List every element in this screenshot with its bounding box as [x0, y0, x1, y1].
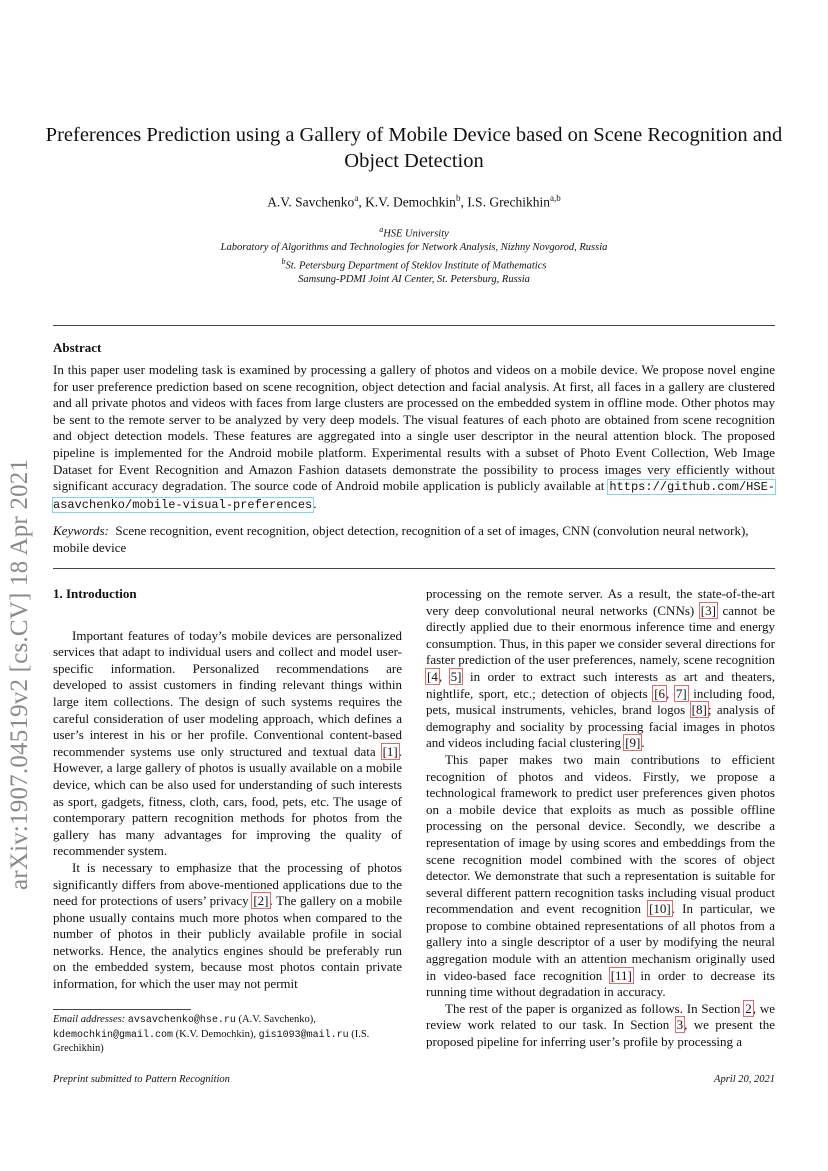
paragraph — [426, 586, 775, 752]
left-column — [53, 586, 402, 993]
footnote-label: Email addresses: — [53, 1014, 126, 1025]
affiliation-line: Laboratory of Algorithms and Technologies for Network Analysis, Nizhny Novgorod, Russia — [220, 242, 608, 253]
citation-link[interactable]: [2] — [253, 893, 269, 909]
abstract-text: In this paper user modeling task is examined by processing a gallery of photos and videos on a mobile device. We propose novel engine for user preference prediction based on scene recognition, object detection and facial analysis. At first, all faces in a gallery are clustered and all private photos and videos with faces from large clusters are processed on the embedded system in offline mode. Other photos may be sent to the remote server to be analyzed by very deep models. The visual features of each photo are obtained from scene recognition and object detection models. These features are aggregated into a single user descriptor in the neural attention block. The proposed pipeline is implemented for the Android mobile platform. Experimental results with a subset of Photo Event Collection, Web Image Dataset for Event Recognition and Amazon Fashion datasets demonstrate the possibility to process images very efficiently without significant accuracy degradation. The source code of Android mobile application is publicly available at — [53, 362, 775, 494]
arxiv-sidebar-stamp: arXiv:1907.04519v2 [cs.CV] 18 Apr 2021 — [6, 458, 33, 890]
paper-title: Preferences Prediction using a Gallery of Mobile Device based on Scene Recognition and Object Detection — [45, 124, 783, 172]
text: , we review work related to our task. In Section — [426, 1000, 775, 1033]
author-name: A.V. Savchenko — [267, 194, 355, 210]
email-link[interactable]: gis1093@mail.ru — [258, 1029, 349, 1041]
text: including food, pets, musical instruments, vehicles, brand logos — [426, 685, 776, 718]
text: . In particular, we propose to combine obtained representations of all photos from a gallery into a single descriptor of a user by modifying the neural aggregation module with an attention mechanism originally used in video-based face recognition — [426, 901, 775, 983]
paragraph — [426, 752, 775, 1001]
affiliation-name: St. Petersburg Department of Steklov Institute of Mathematics — [285, 260, 547, 271]
citation-link[interactable]: [9] — [625, 735, 641, 751]
text: in order to extract such interests as art and theaters, nightlife, sport, etc.; detection of objects — [426, 668, 776, 701]
author-name: K.V. Demochkin — [365, 194, 456, 210]
citation-link[interactable]: [1] — [382, 743, 398, 759]
text: , — [666, 685, 675, 701]
text: Important features of today’s mobile devices are personalized services that adapt to individual users and collect and model user-specific information. Personalized recommendations are developed to assist customers in finding relevant things within large item collections. The design of such systems requires the careful consideration of user modeling approach, which defines a user’s interest in his or her profile. Conventional content-based recommender systems use only structured and textual data — [53, 627, 402, 759]
section-link[interactable]: 2 — [745, 1000, 752, 1016]
section-heading: 1. Introduction — [53, 586, 137, 601]
citation-link[interactable]: [6 — [654, 685, 666, 701]
affil-marker: b — [281, 256, 286, 266]
affiliation-name: HSE University — [383, 228, 449, 240]
affil-marker: b — [455, 193, 461, 203]
paragraph — [53, 628, 402, 860]
abstract-body — [53, 362, 775, 513]
text: (K.V. Demochkin), — [173, 1028, 259, 1040]
keywords-label: Keywords: — [53, 523, 109, 538]
citation-link[interactable]: 7] — [675, 685, 687, 701]
abstract-heading: Abstract — [53, 340, 102, 355]
affil-marker: a — [379, 225, 384, 234]
text: . — [641, 735, 645, 751]
affiliations — [40, 223, 788, 286]
paragraph — [53, 860, 402, 993]
paragraph — [426, 1001, 775, 1051]
text: (A.V. Savchenko), — [235, 1014, 316, 1025]
text: processing on the remote server. As a result, the state-of-the-art very deep convolutional neural networks (CNNs) — [426, 586, 775, 618]
email-link[interactable]: avsavchenko@hse.ru — [127, 1015, 236, 1026]
citation-link[interactable]: [4 — [427, 668, 438, 684]
text: The rest of the paper is organized as follows. In Section — [445, 1000, 745, 1016]
text: . However, a large gallery of photos is usually available on a mobile device, which can be also used for understanding of such interests as sport, gadgets, fitness, cloth, cars, food, pets, etc. The usage of contemporary pattern recognition methods for photos from the gallery has many advantages for improving the quality of recommender system. — [53, 743, 402, 859]
text: . The gallery on a mobile phone usually contains much more photos when compared to the number of photos in their publicly available profile in social networks. Hence, the analytics engines should be preferably run on the embedded system, because most photos contain private information, for which the user may not permit — [53, 893, 402, 992]
email-link[interactable]: kdemochkin@gmail.com — [53, 1029, 174, 1041]
footer-date: April 20, 2021 — [714, 1074, 775, 1085]
text: ; analysis of demography and sociality by processing facial images in photos and videos including facial clustering — [426, 702, 776, 751]
text: It is necessary to emphasize that the processing of photos significantly differs from above-mentioned applications due to the need for protections of users’ privacy — [53, 859, 402, 909]
citation-link[interactable]: [8] — [691, 702, 707, 718]
affil-marker: a — [354, 193, 359, 203]
citation-link[interactable]: [10] — [649, 901, 671, 917]
section-link[interactable]: 3 — [676, 1017, 684, 1033]
abstract-bottom-rule — [53, 568, 775, 569]
text: , we present the proposed pipeline for inferring user’s profile by processing a — [426, 1017, 775, 1050]
citation-link[interactable]: 5] — [450, 668, 462, 684]
citation-link[interactable]: [11] — [610, 967, 632, 983]
author-list: A.V. Savchenko$^a$, K.V. Demochkin$^b$, I.S. Grechikhin$^{a,b}$ — [267, 193, 561, 210]
keywords — [53, 523, 775, 556]
footer-submission: Preprint submitted to Pattern Recognition — [53, 1074, 230, 1085]
author-name: I.S. Grechikhin — [467, 194, 551, 210]
affiliation-line: Samsung-PDMI Joint AI Center, St. Petersburg, Russia — [298, 273, 530, 285]
footnote-emails — [53, 1013, 402, 1056]
text: (I.S. Grechikhin) — [53, 1028, 370, 1054]
text: in order to decrease its running time without degradation in accuracy. — [426, 967, 775, 1000]
abstract-top-rule — [53, 325, 775, 326]
keywords-text: Scene recognition, event recognition, object detection, recognition of a set of images, CNN (convolution neural network), mobile device — [53, 523, 749, 555]
abstract-end: . — [313, 495, 317, 511]
footnote-rule — [53, 1009, 191, 1010]
text: This paper makes two main contributions to efficient recognition of photos and videos. Firstly, we propose a technological framework to predict user preferences given photos on a mobile device that exploits as much as possible offline processing on the personal device. Secondly, we describe a representation of image by using scores and embeddings from the scene recognition model combined with the scores of object detector. We demonstrate that such a representation is suitable for several different pattern recognition tasks including visual product recommendation and event recognition — [426, 751, 775, 917]
citation-link[interactable]: [3] — [700, 602, 716, 618]
text: cannot be directly applied due to their enormous inference time and energy consumption. Thus, in this paper we consider several directions for faster prediction of the user preferences, namely, scene recognition — [426, 602, 776, 668]
right-column — [426, 586, 775, 1051]
source-code-link[interactable]: https://github.com/HSE-asavchenko/mobile-visual-preferences — [53, 480, 775, 512]
text: , — [438, 668, 450, 684]
affil-marker: a,b — [550, 193, 561, 203]
